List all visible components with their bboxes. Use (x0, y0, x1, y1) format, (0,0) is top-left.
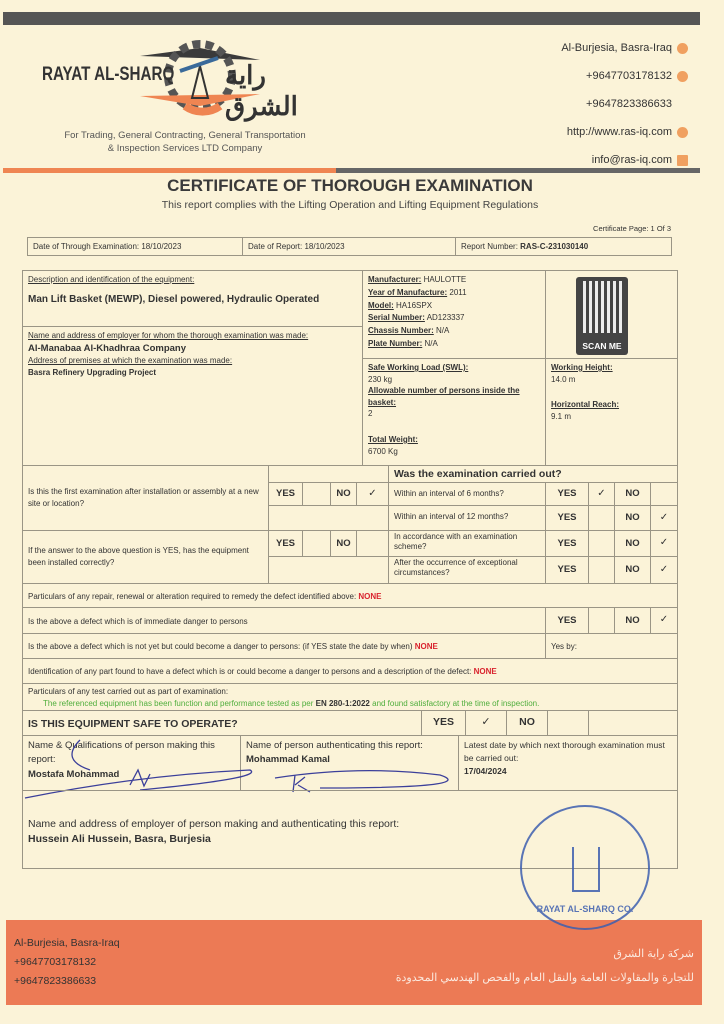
no-label: NO (614, 556, 651, 584)
exam-date: Date of Through Examination: 18/10/2023 (27, 237, 243, 256)
footer-band (6, 920, 702, 1005)
equipment-description: Description and identification of the equipment: Man Lift Basket (MEWP), Diesel powered, Hydraulic Operated (22, 270, 363, 327)
contact-website[interactable]: http://www.ras-iq.com (561, 118, 688, 146)
interval-question: Within an interval of 12 months? (388, 505, 546, 531)
logo-text-ar: راية الشرق (225, 60, 298, 121)
interval-yes-box[interactable] (588, 556, 615, 584)
tests-row: Particulars of any test carried out as part of examination: The referenced equipment has been function and performance tested as per EN 280-1:2022 and found satisfactory at the time of inspection. (22, 683, 678, 711)
interval-question: After the occurrence of exceptional circumstances? (388, 556, 546, 584)
report-maker: Name & Qualifications of person making this report: Mostafa Mohammad (22, 735, 241, 791)
yes-label: YES (545, 530, 589, 557)
report-number: Report Number: RAS-C-231030140 (455, 237, 672, 256)
immediate-yes-box[interactable] (588, 607, 615, 634)
interval-yes-box[interactable] (588, 505, 615, 531)
qr-pattern-icon (580, 281, 624, 333)
tagline-line-2: & Inspection Services LTD Company (107, 143, 263, 155)
identification-row: Identification of any part found to have a defect which is or could become a danger to persons and a description of the defect: NONE (22, 658, 678, 684)
blank (268, 465, 389, 483)
contact-phone-2: +9647823386633 (586, 98, 672, 110)
yes-label: YES (268, 482, 303, 506)
divider-gray (336, 168, 700, 173)
company-logo (40, 36, 340, 126)
yes-label: YES (545, 556, 589, 584)
equipment-specs: Manufacturer: HAULOTTE Year of Manufacture: 2011 Model: HA16SPX Serial Number: AD123337 Chassis Number: N/A Plate Number: N/A (362, 270, 546, 359)
contact-block (561, 34, 688, 174)
footer-arabic: شركة راية الشرق للتجارة والمقاولات العامة والنقل العام والفحص الهندسي المحدودة (395, 948, 694, 984)
load-specs: Safe Working Load (SWL): 230 kg Allowable number of persons inside the basket: 2 Total Weight: 6700 Kg (362, 358, 546, 466)
first-exam-no-check[interactable]: ✓ (356, 482, 389, 506)
report-date: Date of Report: 18/10/2023 (242, 237, 456, 256)
interval-no-box[interactable]: ✓ (650, 505, 678, 531)
phone-icon (677, 71, 688, 82)
page-title: CERTIFICATE OF THOROUGH EXAMINATION (167, 176, 533, 195)
q-first-exam: Is this the first examination after installation or assembly at a new site or location? (22, 465, 269, 531)
divider-orange (3, 168, 336, 173)
interval-no-box[interactable]: ✓ (650, 530, 678, 557)
qr-cell (545, 270, 678, 359)
interval-no-box[interactable] (650, 482, 678, 506)
stamp-pump-icon (572, 847, 600, 892)
yes-label: YES (545, 505, 589, 531)
repair-row: Particulars of any repair, renewal or alteration required to remedy the defect identified above: NONE (22, 583, 678, 608)
reach-specs: Working Height: 14.0 m Horizontal Reach: 9.1 m (545, 358, 678, 466)
tagline (30, 129, 340, 156)
no-label: NO (614, 607, 651, 634)
no-label: NO (330, 482, 357, 506)
first-exam-yes-box[interactable] (302, 482, 331, 506)
logo-text-en: RAYAT AL-SHARQ (42, 64, 175, 85)
footer-contact: Al-Burjesia, Basra-Iraq +9647703178132 +9647823386633 (14, 937, 120, 987)
tagline-line-1: For Trading, General Contracting, General Transportation (64, 130, 306, 141)
yes-by-field[interactable]: Yes by: (545, 633, 678, 659)
installed-no-box[interactable] (356, 530, 389, 557)
contact-address: Al-Burjesia, Basra-Iraq (561, 34, 688, 62)
interval-no-box[interactable]: ✓ (650, 556, 678, 584)
company-stamp (520, 805, 650, 930)
report-authenticator: Name of person authenticating this report: Mohammad Kamal (240, 735, 459, 791)
yes-label: YES (268, 530, 303, 557)
no-label: NO (614, 505, 651, 531)
top-bar (3, 12, 700, 25)
globe-icon (677, 127, 688, 138)
carried-out-heading: Was the examination carried out? (388, 465, 678, 483)
no-label: NO (614, 530, 651, 557)
safe-no-box[interactable] (547, 710, 589, 736)
yes-label: YES (421, 710, 466, 736)
safe-yes-check[interactable]: ✓ (465, 710, 507, 736)
q-installed: If the answer to the above question is YES, has the equipment been installed correctly? (22, 530, 269, 584)
blank (588, 710, 678, 736)
contact-email[interactable]: info@ras-iq.com (561, 146, 688, 174)
stamp-text: RAYAT AL-SHARQ CO. (536, 904, 634, 914)
employer-of-person: Name and address of employer of person making and authenticating this report: Hussein Ali Hussein, Basra, Burjesia (22, 790, 678, 869)
immediate-danger-question: Is the above a defect which is of immediate danger to persons (22, 607, 546, 634)
next-exam: Latest date by which next thorough examination must be carried out: 17/04/2024 (458, 735, 678, 791)
safe-question: IS THIS EQUIPMENT SAFE TO OPERATE? (22, 710, 422, 736)
blank (268, 556, 389, 584)
contact-phone-1: +9647703178132 (561, 62, 688, 90)
yes-label: YES (545, 607, 589, 634)
no-label: NO (506, 710, 548, 736)
interval-yes-box[interactable]: ✓ (588, 482, 615, 506)
interval-question: Within an interval of 6 months? (388, 482, 546, 506)
qr-code[interactable] (576, 277, 628, 355)
mail-icon (677, 155, 688, 166)
employer-info: Name and address of employer for whom the thorough examination was made: Al-Manabaa Al-Khadhraa Company Address of premises at which the examination was made: Basra Refinery Upgrading Project (22, 326, 363, 466)
location-pin-icon (677, 43, 688, 54)
interval-yes-box[interactable] (588, 530, 615, 557)
no-label: NO (330, 530, 357, 557)
scan-me-label: SCAN ME (582, 340, 622, 351)
no-label: NO (614, 482, 651, 506)
immediate-no-check[interactable]: ✓ (650, 607, 678, 634)
blank (268, 505, 389, 531)
certificate-page: Certificate Page: 1 Of 3 (593, 224, 671, 233)
not-yet-danger-question: Is the above a defect which is not yet but could become a danger to persons: (if YES state the date by when) NONE (22, 633, 546, 659)
installed-yes-box[interactable] (302, 530, 331, 557)
yes-label: YES (545, 482, 589, 506)
interval-question: In accordance with an examination scheme? (388, 530, 546, 557)
page-subtitle: This report complies with the Lifting Operation and Lifting Equipment Regulations (161, 199, 539, 211)
